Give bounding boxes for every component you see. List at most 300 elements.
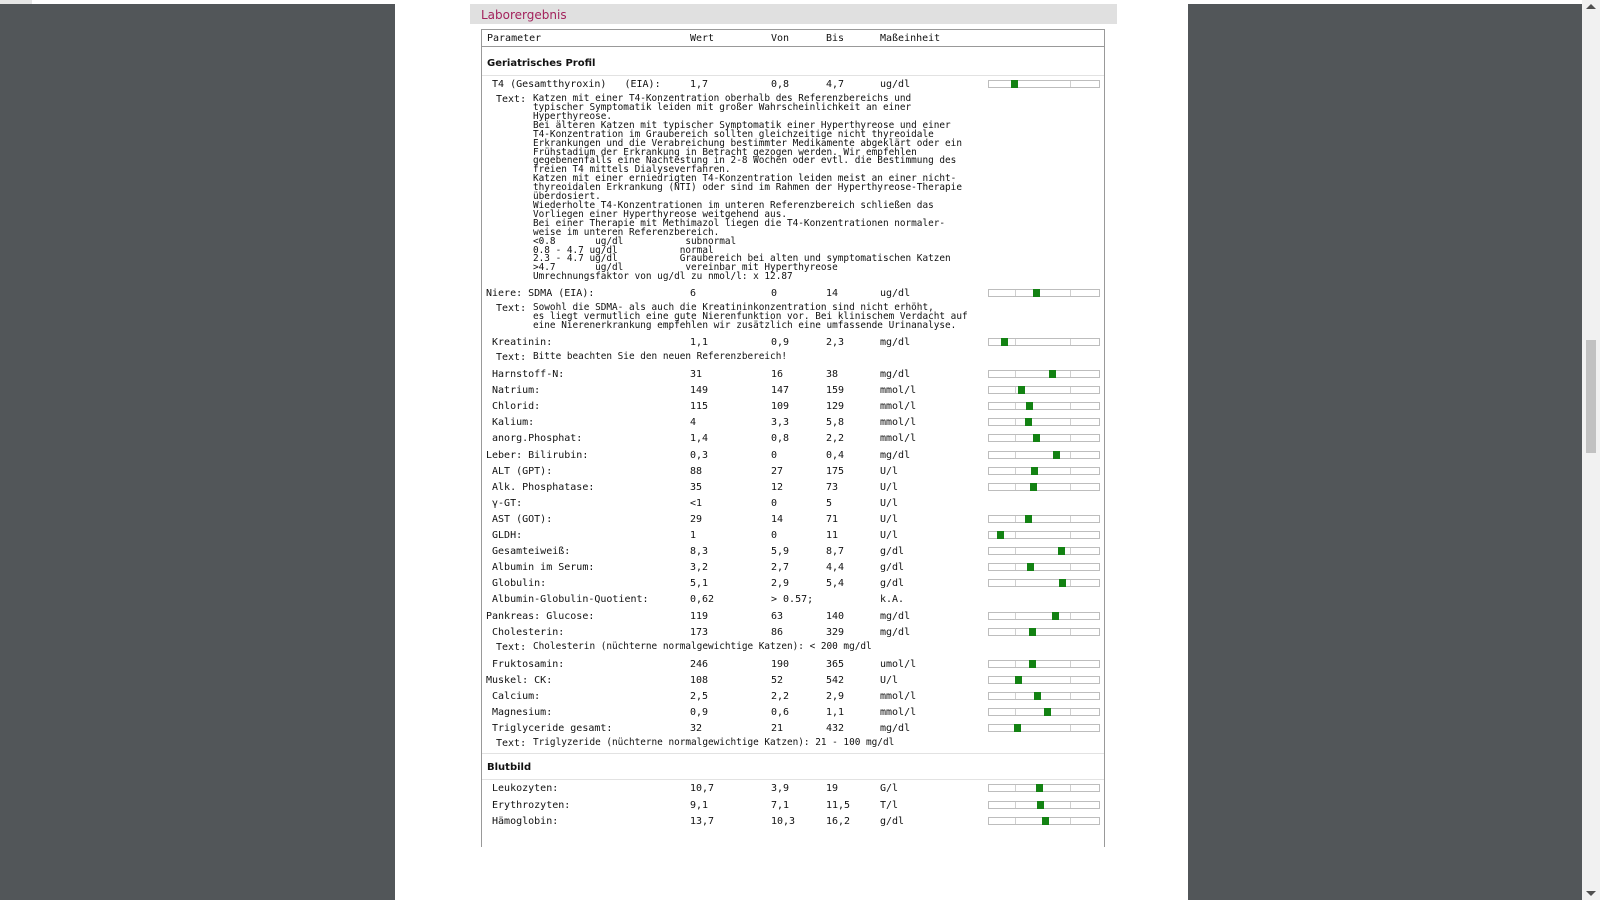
range-upper-tick (1070, 387, 1071, 393)
parameter-name: Hämoglobin: (486, 815, 559, 827)
unit: umol/l (880, 658, 917, 670)
reference-to: 38 (826, 369, 839, 380)
parameter-value: 115 (690, 401, 709, 413)
parameter-value: 88 (690, 465, 703, 477)
reference-from: 0,8 (771, 79, 790, 90)
range-upper-tick (1070, 452, 1071, 458)
range-upper-tick (1070, 564, 1071, 570)
note-line: 0.8 - 4.7 ug/dl normal (533, 244, 714, 256)
unit: mg/dl (880, 369, 911, 380)
range-lower-tick (1015, 785, 1016, 791)
note-line: <0.8 ug/dl subnormal (533, 235, 737, 247)
range-lower-tick (1015, 468, 1016, 474)
value-marker (1052, 612, 1059, 620)
unit: ug/dl (880, 288, 911, 299)
table-row (482, 415, 1104, 431)
table-row (482, 576, 1104, 592)
parameter-name: Calcium: (486, 691, 541, 702)
unit: g/dl (880, 546, 905, 558)
note-line: freien T4 mittels Dialyseverfahren. (533, 164, 731, 176)
unit: g/dl (880, 815, 905, 827)
note-text (533, 350, 787, 362)
reference-from: 0 (771, 288, 778, 299)
range-upper-tick (1070, 693, 1071, 699)
range-lower-tick (1015, 516, 1016, 522)
range-lower-tick (1015, 419, 1016, 425)
reference-from: 190 (771, 658, 790, 670)
unit: U/l (880, 674, 899, 686)
reference-range-bar (988, 547, 1100, 555)
reference-range-bar (988, 708, 1100, 716)
note-text (533, 95, 962, 282)
parameter-name: Muskel: CK: (486, 674, 553, 686)
col-header-wert: Wert (690, 33, 715, 44)
reference-from: 3,9 (771, 783, 790, 795)
parameter-value: 3,2 (690, 562, 709, 574)
reference-range-bar (988, 289, 1100, 297)
parameter-value: 31 (690, 369, 703, 380)
reference-range-bar (988, 784, 1100, 792)
unit: mg/dl (880, 449, 911, 461)
value-marker (1037, 801, 1044, 809)
document-page (395, 4, 1188, 900)
reference-from: 52 (771, 674, 784, 686)
unit: mmol/l (880, 707, 917, 719)
section-divider (482, 75, 1104, 76)
parameter-name: Kalium: (486, 417, 535, 429)
parameter-name: T4 (Gesamtthyroxin) (EIA): (486, 79, 661, 90)
reference-from: 3,3 (771, 417, 790, 429)
range-lower-tick (1015, 435, 1016, 441)
reference-from: 2,9 (771, 578, 790, 590)
value-marker (1044, 708, 1051, 716)
parameter-value: 8,3 (690, 546, 709, 558)
range-lower-tick (1015, 387, 1016, 393)
reference-to: 2,3 (826, 336, 845, 348)
unit: U/l (880, 497, 899, 509)
reference-to: 8,7 (826, 546, 845, 558)
reference-to: 159 (826, 385, 845, 397)
table-row (482, 689, 1104, 705)
reference-to: 5,8 (826, 417, 845, 429)
range-lower-tick (1015, 693, 1016, 699)
reference-to: 0,4 (826, 449, 845, 461)
parameter-name: Triglyceride gesamt: (486, 723, 613, 735)
range-upper-tick (1070, 818, 1071, 824)
parameter-name: Globulin: (486, 578, 547, 590)
reference-to: 11 (826, 530, 839, 541)
reference-to: 542 (826, 674, 845, 686)
parameter-name: Niere: SDMA (EIA): (486, 288, 595, 299)
table-row (482, 673, 1104, 689)
parameter-value: 246 (690, 658, 709, 670)
note-label: Text: (496, 94, 527, 106)
section-header (482, 49, 1104, 77)
reference-range-bar (988, 80, 1100, 88)
table-row (482, 335, 1104, 351)
table-row (482, 544, 1104, 560)
table-row (482, 781, 1104, 797)
reference-from: 0 (771, 530, 778, 541)
unit: mg/dl (880, 626, 911, 638)
table-row (482, 814, 1104, 830)
parameter-value: 0,62 (690, 594, 715, 606)
table-row (482, 609, 1104, 625)
unit: mmol/l (880, 433, 917, 445)
parameter-name: γ-GT: (486, 497, 523, 509)
reference-range-bar (988, 817, 1100, 825)
lab-results-table (481, 29, 1105, 847)
value-marker (1031, 467, 1038, 475)
reference-from: 0,6 (771, 707, 790, 719)
value-marker (1001, 338, 1008, 346)
reference-to: 5 (826, 497, 833, 509)
value-marker (1025, 515, 1032, 523)
reference-to: 71 (826, 513, 839, 525)
range-upper-tick (1070, 484, 1071, 490)
reference-range-bar (988, 483, 1100, 491)
unit: G/l (880, 783, 899, 795)
value-marker (1027, 563, 1034, 571)
parameter-value: 29 (690, 513, 703, 525)
table-row (482, 798, 1104, 814)
note-line: Bei älteren Katzen mit typischer Symptomatik einer Hyperthyreose und einer (533, 119, 951, 131)
value-marker (1026, 402, 1033, 410)
note-text (533, 640, 872, 652)
reference-from: 21 (771, 723, 784, 735)
reference-to: 5,4 (826, 578, 845, 590)
value-marker (997, 531, 1004, 539)
note-line: gegebenenfalls eine Nachtestung in 2-8 Wochen oder evtl. die Bestimmung des (533, 155, 957, 167)
reference-from: 16 (771, 369, 784, 380)
reference-to: 175 (826, 465, 845, 477)
note-line: Frühstadium der Erkrankung in Betracht gezogen werden. Wir empfehlen (533, 146, 917, 158)
parameter-name: Alk. Phosphatase: (486, 481, 595, 493)
reference-from: 2,2 (771, 691, 790, 702)
parameter-value: 13,7 (690, 815, 715, 827)
note-label: Text: (496, 303, 527, 315)
parameter-value: 6 (690, 288, 697, 299)
reference-range-bar (988, 338, 1100, 346)
reference-to: 2,2 (826, 433, 845, 445)
unit: mmol/l (880, 691, 917, 702)
value-marker (1029, 660, 1036, 668)
table-row (482, 399, 1104, 415)
note-line: Hyperthyreose. (533, 110, 613, 122)
note-line: überdosiert. (533, 191, 601, 203)
range-upper-tick (1070, 785, 1071, 791)
value-marker (1033, 289, 1040, 297)
range-lower-tick (1015, 818, 1016, 824)
note-line: 2.3 - 4.7 ug/dl Graubereich bei alten und symptomatischen Katzen (533, 253, 951, 265)
reference-from: 0,8 (771, 433, 790, 445)
parameter-name: Leber: Bilirubin: (486, 449, 589, 461)
note-line: eine Nierenerkrankung empfehlen wir zusätzlich eine umfassende Urinanalyse. (533, 319, 957, 331)
table-row (482, 528, 1104, 544)
parameter-value: 0,9 (690, 707, 709, 719)
table-row (482, 512, 1104, 528)
unit: U/l (880, 481, 899, 493)
value-marker (1018, 386, 1025, 394)
vertical-scrollbar[interactable] (1582, 0, 1600, 900)
note-text (533, 304, 968, 331)
table-row (482, 657, 1104, 673)
unit: U/l (880, 513, 899, 525)
parameter-name: Natrium: (486, 385, 541, 397)
parameter-name: Albumin-Globulin-Quotient: (486, 594, 649, 606)
reference-to: 365 (826, 658, 845, 670)
parameter-value: 32 (690, 723, 703, 735)
range-upper-tick (1070, 468, 1071, 474)
note-line: Katzen mit einer erniedrigten T4-Konzentration leiden meist an einer nicht- (533, 173, 957, 185)
reference-from: 14 (771, 513, 784, 525)
unit: mmol/l (880, 401, 917, 413)
table-row (482, 480, 1104, 496)
reference-range-bar (988, 434, 1100, 442)
unit: g/dl (880, 578, 905, 590)
parameter-name: Kreatinin: (486, 336, 553, 348)
parameter-name: Chlorid: (486, 401, 541, 413)
table-header-row (482, 30, 1104, 47)
range-lower-tick (1015, 580, 1016, 586)
value-marker (1030, 483, 1037, 491)
range-lower-tick (1015, 802, 1016, 808)
range-lower-tick (1015, 452, 1016, 458)
unit: T/l (880, 799, 899, 811)
reference-from: 109 (771, 401, 790, 413)
value-marker (1025, 418, 1032, 426)
range-lower-tick (1015, 661, 1016, 667)
table-row (482, 560, 1104, 576)
section-header (482, 753, 1104, 781)
value-marker (1033, 434, 1040, 442)
value-marker (1058, 547, 1065, 555)
range-upper-tick (1070, 435, 1071, 441)
unit: mmol/l (880, 385, 917, 397)
parameter-name: ALT (GPT): (486, 465, 553, 477)
note-label: Text: (496, 351, 527, 363)
value-marker (1015, 676, 1022, 684)
section-divider (482, 779, 1104, 780)
reference-from: 12 (771, 481, 784, 493)
value-marker (1049, 370, 1056, 378)
table-row (482, 592, 1104, 608)
note-line: >4.7 ug/dl vereinbar mit Hyperthyreose (533, 262, 838, 274)
parameter-name: AST (GOT): (486, 513, 553, 525)
parameter-value: 108 (690, 674, 709, 686)
table-row (482, 431, 1104, 447)
report-header-title: Laborergebnis (481, 8, 567, 22)
table-row (482, 77, 1104, 93)
col-header-masseinheit: Maßeinheit (880, 33, 941, 44)
parameter-name: Cholesterin: (486, 626, 565, 638)
reference-range-bar (988, 467, 1100, 475)
range-upper-tick (1070, 677, 1071, 683)
range-upper-tick (1070, 339, 1071, 345)
value-marker (1036, 784, 1043, 792)
reference-from: 86 (771, 626, 784, 638)
range-lower-tick (1015, 484, 1016, 490)
reference-from: 0,9 (771, 336, 790, 348)
reference-to: 11,5 (826, 799, 851, 811)
value-marker (1053, 451, 1060, 459)
reference-from: 2,7 (771, 562, 790, 574)
reference-from: 63 (771, 610, 784, 622)
note-line: Bei einer Therapie mit Methimazol liegen die T4-Konzentrationen normaler- (533, 217, 946, 229)
unit: U/l (880, 465, 899, 477)
range-lower-tick (1015, 290, 1016, 296)
note-label: Text: (496, 641, 527, 653)
range-lower-tick (1015, 371, 1016, 377)
value-marker (1042, 817, 1049, 825)
reference-to: 16,2 (826, 815, 851, 827)
range-upper-tick (1070, 709, 1071, 715)
value-marker (1059, 579, 1066, 587)
unit: mg/dl (880, 723, 911, 735)
note-line: es liegt vermutlich eine gute Nierenfunktion vor. Bei klinischem Verdacht auf (533, 311, 968, 322)
range-upper-tick (1070, 613, 1071, 619)
range-lower-tick (1015, 548, 1016, 554)
value-marker (1029, 628, 1036, 636)
parameter-name: GLDH: (486, 530, 523, 541)
reference-to: 4,7 (826, 79, 845, 90)
range-upper-tick (1070, 802, 1071, 808)
col-header-bis: Bis (826, 33, 845, 44)
reference-range-bar (988, 515, 1100, 523)
table-row (482, 496, 1104, 512)
unit: mmol/l (880, 417, 917, 429)
table-row (482, 286, 1104, 302)
reference-to: 432 (826, 723, 845, 735)
scroll-down-arrow-icon[interactable] (1586, 891, 1596, 896)
parameter-value: <1 (690, 497, 703, 509)
range-upper-tick (1070, 419, 1071, 425)
note-text (533, 739, 894, 748)
table-row (482, 367, 1104, 383)
table-row (482, 464, 1104, 480)
range-lower-tick (1015, 629, 1016, 635)
reference-from: 0 (771, 497, 778, 509)
range-lower-tick (1015, 564, 1016, 570)
reference-from: 10,3 (771, 815, 796, 827)
note-line: Wiederholte T4-Konzentrationen im unteren Referenzbereich schließen das (533, 199, 934, 211)
reference-to: 329 (826, 626, 845, 638)
reference-range-bar (988, 676, 1100, 684)
range-upper-tick (1070, 725, 1071, 731)
scrollbar-thumb[interactable] (1586, 340, 1596, 453)
reference-range-bar (988, 692, 1100, 700)
parameter-value: 1,4 (690, 433, 709, 445)
parameter-name: anorg.Phosphat: (486, 433, 583, 445)
section-title: Geriatrisches Profil (487, 58, 596, 69)
reference-range-bar (988, 402, 1100, 410)
range-upper-tick (1070, 371, 1071, 377)
parameter-name: Leukozyten: (486, 783, 559, 795)
note-line: Triglyzeride (nüchterne normalgewichtige Katzen): 21 - 100 mg/dl (533, 737, 895, 749)
parameter-value: 1 (690, 530, 697, 541)
reference-range-bar (988, 801, 1100, 809)
reference-range-bar (988, 660, 1100, 668)
table-row (482, 721, 1104, 737)
reference-from: > 0.57; (771, 594, 814, 606)
reference-range-bar (988, 418, 1100, 426)
reference-from: 27 (771, 465, 784, 477)
section-title: Blutbild (487, 762, 532, 774)
reference-to: 73 (826, 481, 839, 493)
reference-to: 2,9 (826, 691, 845, 702)
reference-range-bar (988, 628, 1100, 636)
note-line: Vorliegen einer Hyperthyreose weitgehend aus. (533, 208, 787, 220)
unit: mg/dl (880, 336, 911, 348)
parameter-value: 9,1 (690, 799, 709, 811)
reference-to: 1,1 (826, 707, 845, 719)
range-upper-tick (1070, 290, 1071, 296)
note-line: Katzen mit einer T4-Konzentration oberhalb des Referenzbereichs und (533, 93, 912, 105)
table-row (482, 625, 1104, 641)
value-marker (1011, 80, 1018, 88)
reference-range-bar (988, 386, 1100, 394)
reference-from: 147 (771, 385, 790, 397)
reference-range-bar (988, 724, 1100, 732)
note-line: Umrechnungsfaktor von ug/dl zu nmol/l: x 12.87 (533, 271, 793, 283)
reference-range-bar (988, 612, 1100, 620)
parameter-value: 0,3 (690, 449, 709, 461)
range-lower-tick (1015, 613, 1016, 619)
unit: mg/dl (880, 610, 911, 622)
reference-to: 4,4 (826, 562, 845, 574)
range-upper-tick (1070, 580, 1071, 586)
note-line: T4-Konzentration im Graubereich sollten gleichzeitige nicht thyreoidale (533, 128, 934, 140)
range-upper-tick (1070, 532, 1071, 538)
col-header-parameter: Parameter (487, 33, 542, 44)
parameter-name: Fruktosamin: (486, 658, 565, 670)
note-line: Cholesterin (nüchterne normalgewichtige Katzen): < 200 mg/dl (533, 640, 872, 652)
scroll-up-arrow-icon[interactable] (1586, 4, 1596, 9)
reference-from: 0 (771, 449, 778, 461)
range-lower-tick (1015, 339, 1016, 345)
range-lower-tick (1015, 532, 1016, 538)
parameter-value: 10,7 (690, 783, 715, 795)
range-upper-tick (1070, 81, 1071, 87)
parameter-name: Harnstoff-N: (486, 369, 565, 380)
reference-range-bar (988, 563, 1100, 571)
unit: ug/dl (880, 79, 911, 90)
note-line: Erkrankungen und die Verabreichung bestimmter Medikamente abgeklärt oder ein (533, 137, 962, 149)
value-marker (1034, 692, 1041, 700)
parameter-name: Pankreas: Glucose: (486, 610, 595, 622)
range-upper-tick (1070, 403, 1071, 409)
note-line: Sowohl die SDMA- als auch die Kreatininkonzentration sind nicht erhöht, (533, 302, 934, 314)
value-marker (1014, 724, 1021, 732)
note-label: Text: (496, 738, 527, 750)
range-lower-tick (1015, 709, 1016, 715)
reference-range-bar (988, 370, 1100, 378)
range-upper-tick (1070, 661, 1071, 667)
unit: U/l (880, 530, 899, 541)
reference-range-bar (988, 531, 1100, 539)
range-upper-tick (1070, 516, 1071, 522)
parameter-name: Magnesium: (486, 707, 553, 719)
table-row (482, 705, 1104, 721)
parameter-value: 149 (690, 385, 709, 397)
note-line: thyreoidalen Erkrankung (NTI) oder sind im Rahmen der Hyperthyreose-Therapie (533, 182, 962, 194)
reference-to: 14 (826, 288, 839, 299)
parameter-value: 119 (690, 610, 709, 622)
range-upper-tick (1070, 548, 1071, 554)
note-line: weise im unteren Referenzbereich. (533, 226, 720, 238)
range-lower-tick (1015, 403, 1016, 409)
parameter-value: 173 (690, 626, 709, 638)
